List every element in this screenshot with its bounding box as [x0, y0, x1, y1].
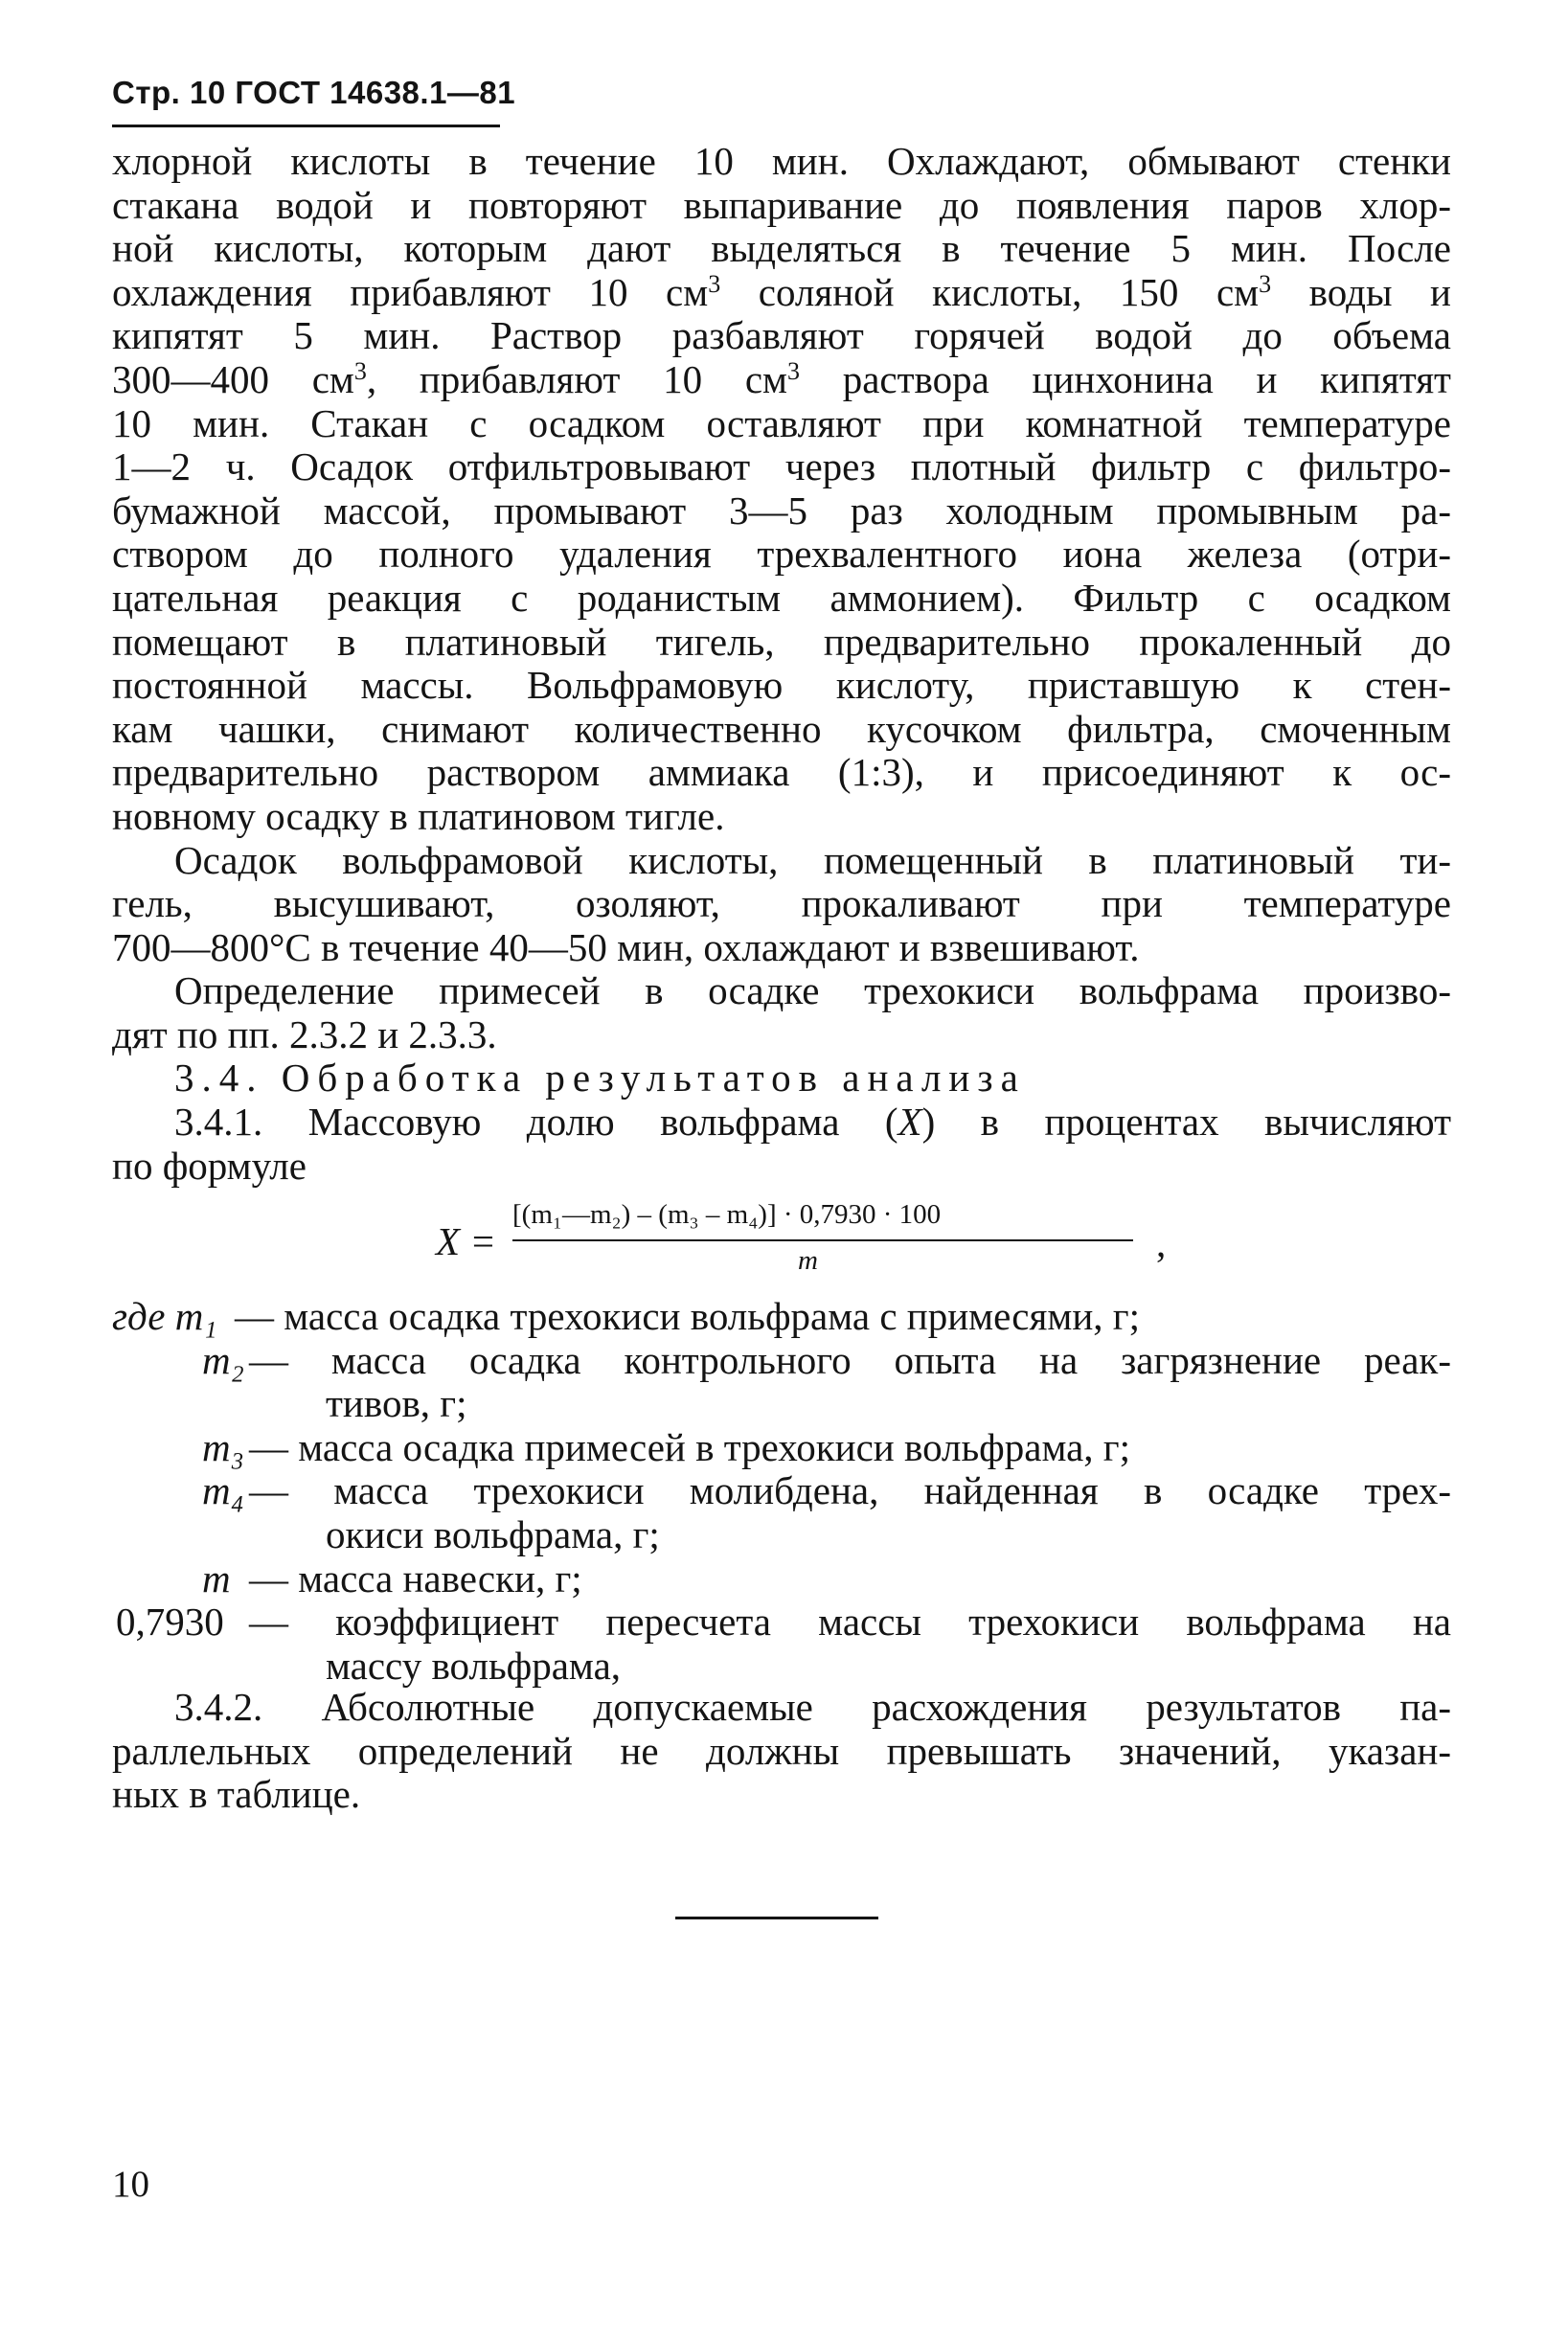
text-line: 1—2 ч. Осадок отфильтровывают через плотный фильтр с фильтро-	[112, 444, 1451, 489]
page-number: 10	[112, 2164, 149, 2205]
page-header: Стр. 10 ГОСТ 14638.1—81	[112, 75, 516, 110]
formula-numerator: [(m₁—m₂) – (m₃ – m₄)] · 0,7930 · 100	[512, 1199, 942, 1230]
text-line: по формуле	[112, 1143, 307, 1188]
text-line: раллельных определений не должны превышать значений, указан-	[112, 1728, 1451, 1773]
text-line: помещают в платиновый тигель, предварительно прокаленный до	[112, 619, 1451, 664]
text-line: охлаждения прибавляют 10 $см^3$ соляной кислоты, 150 $см^3$ воды и	[112, 269, 1451, 314]
definition-m4: m₄ — масса трехокиси молибдена, найденная в осадке трех- окиси вольфрама, г;	[202, 1468, 1451, 1556]
text-line: 3.4.1. Массовую долю вольфрама (X) в процентах вычисляют	[174, 1100, 1452, 1145]
section-heading: 3.4. Обработка результатов анализа	[174, 1056, 1026, 1101]
text-line: гель, высушивают, озоляют, прокаливают при температуре	[112, 881, 1451, 926]
text-line: 300—400 $см^3$, прибавляют 10 $см^3$ раствора цинхонина и кипятят	[112, 356, 1451, 401]
formula-comma: ,	[1156, 1221, 1167, 1265]
text-line: 3.4.2. Абсолютные допускаемые расхождения результатов па-	[174, 1685, 1451, 1729]
paragraph-5	[112, 1686, 1451, 1817]
definition-coefficient: 0,7930 — коэффициент пересчета массы трехокиси вольфрама на массу вольфрама,	[116, 1600, 1451, 1688]
text-line: ных в таблице.	[112, 1772, 361, 1817]
definition-m3: m₃ — масса осадка примесей в трехокиси вольфрама, г;	[202, 1424, 1131, 1469]
text-line: 10 мин. Стакан с осадком оставляют при комнатной температуре	[112, 400, 1451, 445]
text-line: предварительно раствором аммиака (1:3), и присоединяют к ос-	[112, 750, 1451, 795]
formula	[436, 1199, 1202, 1285]
header-rule	[112, 125, 500, 127]
text-line: кам чашки, снимают количественно кусочком фильтра, смоченным	[112, 706, 1451, 751]
text-line: цательная реакция с роданистым аммонием). Фильтр с осадком	[112, 575, 1451, 620]
text-line: стакана водой и повторяют выпаривание до появления паров хлор-	[112, 182, 1451, 227]
text-line: ной кислоты, которым дают выделяться в течение 5 мин. После	[112, 226, 1451, 271]
definitions-list	[112, 1295, 1451, 1688]
text-line: Определение примесей в осадке трехокиси вольфрама произво-	[174, 968, 1451, 1013]
paragraph-1	[112, 140, 1451, 1188]
text-line: хлорной кислоты в течение 10 мин. Охлаждают, обмывают стенки	[112, 139, 1451, 183]
definition-m1: где m₁ — масса осадка трехокиси вольфрама с примесями, г;	[112, 1294, 1140, 1338]
end-rule	[675, 1917, 878, 1919]
fraction-bar	[512, 1239, 1133, 1241]
text-line: новному осадку в платиновом тигле.	[112, 793, 725, 838]
text-line: кипятят 5 мин. Раствор разбавляют горячей водой до объема	[112, 313, 1451, 358]
formula-denominator: m	[798, 1245, 818, 1276]
text-line: 700—800°С в течение 40—50 мин, охлаждают и взвешивают.	[112, 924, 1140, 969]
text-line: бумажной массой, промывают 3—5 раз холодным промывным ра-	[112, 488, 1451, 533]
definition-m: m — масса навески, г;	[202, 1555, 582, 1600]
text-line: постоянной массы. Вольфрамовую кислоту, приставшую к стен-	[112, 663, 1451, 708]
text-line: створом до полного удаления трехвалентного иона железа (отри-	[112, 532, 1451, 577]
definition-m2: m₂ — масса осадка контрольного опыта на загрязнение реак- тивов, г;	[202, 1337, 1451, 1426]
text-line: дят по пп. 2.3.2 и 2.3.3.	[112, 1011, 497, 1056]
text-line: Осадок вольфрамовой кислоты, помещенный в платиновый ти-	[174, 837, 1451, 882]
formula-lhs: X =	[436, 1219, 496, 1263]
